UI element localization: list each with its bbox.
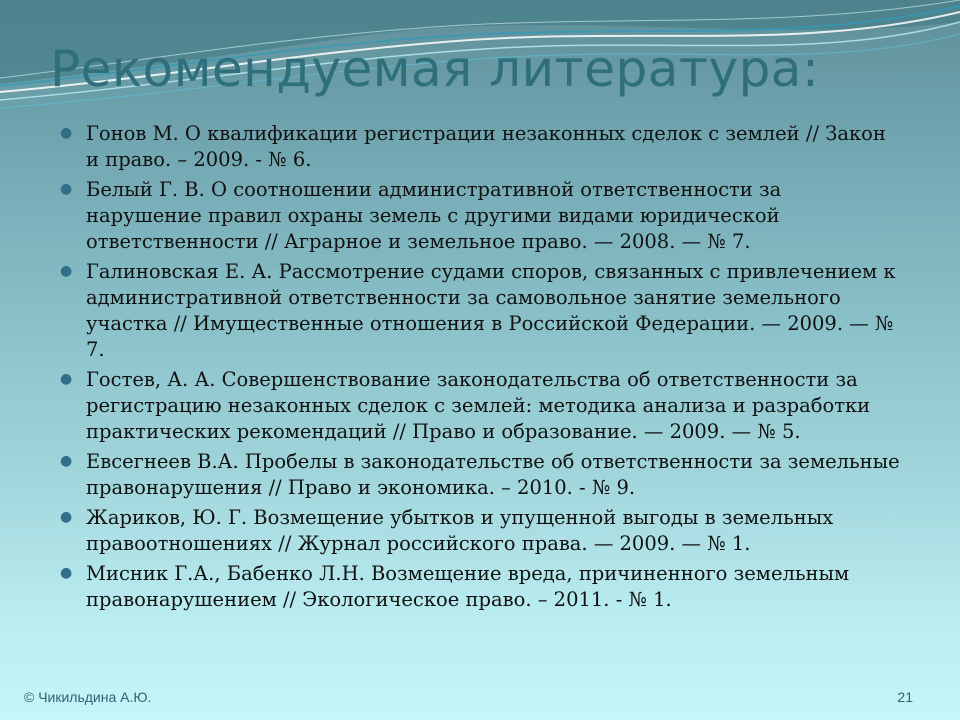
list-item-text: Белый Г. В. О соотношении административной ответственности за нарушение правил охраны земель с другими видами юридической ответственности // Аграрное и земельное право. — 2008. — № 7. <box>86 178 782 253</box>
list-item-text: Мисник Г.А., Бабенко Л.Н. Возмещение вреда, причиненного земельным правонарушением // Экологическое право. – 2011. - № 1. <box>86 562 850 611</box>
list-item <box>60 505 900 557</box>
bullet-icon: ● <box>60 453 73 469</box>
page-number: 21 <box>897 689 913 705</box>
list-item <box>60 561 900 613</box>
list-item <box>60 449 900 501</box>
footer-author: © Чикильдина А.Ю. <box>24 689 152 705</box>
bullet-icon: ● <box>60 509 73 525</box>
bullet-icon: ● <box>60 371 73 387</box>
list-item-text: Гонов М. О квалификации регистрации незаконных сделок с землей // Закон и право. – 2009. - № 6. <box>86 122 886 171</box>
bibliography-list <box>60 121 900 617</box>
list-item-text: Галиновская Е. А. Рассмотрение судами споров, связанных с привлечением к административной ответственности за самовольное занятие земельного участка // Имущественные отношения в Российской Федерации. — 2009. — № 7. <box>86 260 896 361</box>
list-item <box>60 121 900 173</box>
bullet-icon: ● <box>60 181 73 197</box>
bullet-icon: ● <box>60 565 73 581</box>
slide-title: Рекомендуемая литература: <box>50 40 820 98</box>
bullet-icon: ● <box>60 263 73 279</box>
list-item <box>60 367 900 445</box>
list-item <box>60 259 900 363</box>
list-item-text: Жариков, Ю. Г. Возмещение убытков и упущенной выгоды в земельных правоотношениях // Журнал российского права. — 2009. — № 1. <box>86 506 834 555</box>
list-item-text: Гостев, А. А. Совершенствование законодательства об ответственности за регистрацию незаконных сделок с землей: методика анализа и разработки практических рекомендаций // Право и образование. — 2009. — № 5. <box>86 368 871 443</box>
list-item <box>60 177 900 255</box>
list-item-text: Евсегнеев В.А. Пробелы в законодательстве об ответственности за земельные правонарушения // Право и экономика. – 2010. - № 9. <box>86 450 900 499</box>
bullet-icon: ● <box>60 125 73 141</box>
